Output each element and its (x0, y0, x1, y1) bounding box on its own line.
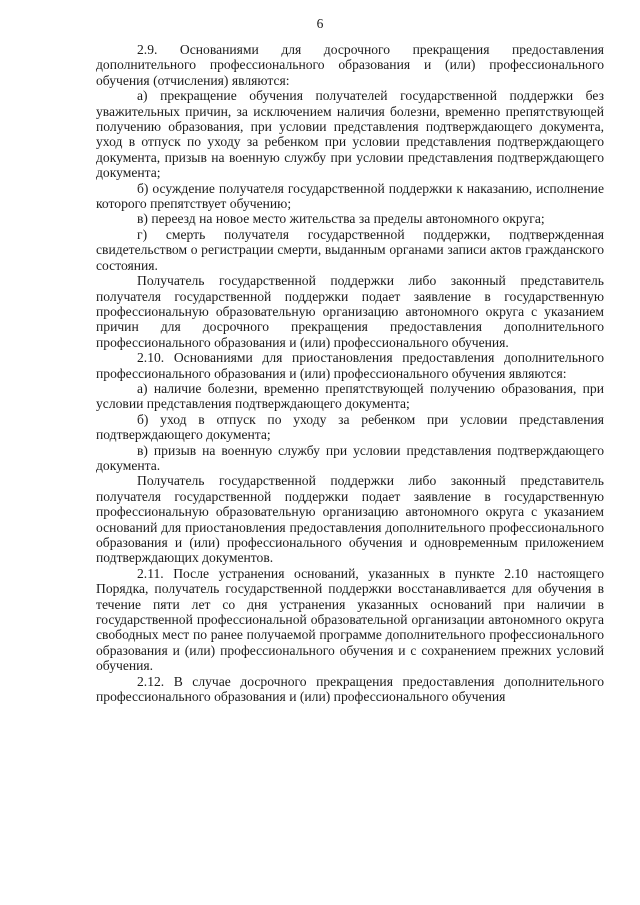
paragraph-2-10-a: а) наличие болезни, временно препятствующей получению образования, при условии представления подтверждающего документа; (96, 380, 604, 412)
paragraph-2-10: 2.10. Основаниями для приостановления предоставления дополнительного профессионального образования и (или) профессионального обучения являются: (96, 350, 604, 381)
paragraph-2-9-v: в) переезд на новое место жительства за пределы автономного округа; (137, 211, 545, 227)
paragraph-2-10-application: Получатель государственной поддержки либо законный представитель получателя государственной поддержки подает заявление в государственную профессиональную образовательную организацию автономного округа с указанием оснований для приостановления предоставления дополнительного профессионального образования и (или) профессионального обучения и одновременным приложением подтверждающих документов. (96, 473, 604, 566)
paragraph-2-10-v: в) призыв на военную службу при условии представления подтверждающего документа. (96, 442, 604, 473)
paragraph-2-9-application: Получатель государственной поддержки либо законный представитель получателя государственной поддержки подает заявление в государственную профессиональную образовательную организацию автономного округа с указанием причин для досрочного прекращения предоставления дополнительного профессионального образования и (или) профессионального обучения. (96, 273, 604, 350)
paragraph-2-10-b: б) уход в отпуск по уходу за ребенком при условии представления подтверждающего документа; (96, 411, 604, 443)
paragraph-2-9-b: б) осуждение получателя государственной поддержки к наказанию, исполнение которого препятствует обучению; (96, 180, 604, 212)
paragraph-2-9: 2.9. Основаниями для досрочного прекращения предоставления дополнительного профессионального образования и (или) профессионального обучения (отчисления) являются: (96, 42, 604, 88)
document-body (96, 42, 604, 704)
paragraph-2-11: 2.11. После устранения оснований, указанных в пункте 2.10 настоящего Порядка, получатель государственной поддержки восстанавливается для обучения в течение пяти лет со дня устранения указанных оснований при наличии в государственной профессиональной образовательной организации автономного округа свободных мест по ранее получаемой программе дополнительного профессионального образования и (или) профессионального обучения и с сохранением прежних условий обучения. (96, 565, 604, 674)
paragraph-2-9-a: а) прекращение обучения получателей государственной поддержки без уважительных причин, за исключением наличия болезни, временно препятствующей получению образования, при условии представления подтверждающего документа, уход в отпуск по уходу за ребенком при условии представления подтверждающего документа, призыв на военную службу при условии представления подтверждающего документа; (96, 88, 604, 181)
paragraph-2-12: 2.12. В случае досрочного прекращения предоставления дополнительного профессионального образования и (или) профессионального обучения (96, 673, 604, 705)
page-number: 6 (316, 16, 324, 31)
paragraph-2-9-g: г) смерть получателя государственной поддержки, подтвержденная свидетельством о регистрации смерти, выданным органами записи актов гражданского состояния. (96, 226, 604, 273)
